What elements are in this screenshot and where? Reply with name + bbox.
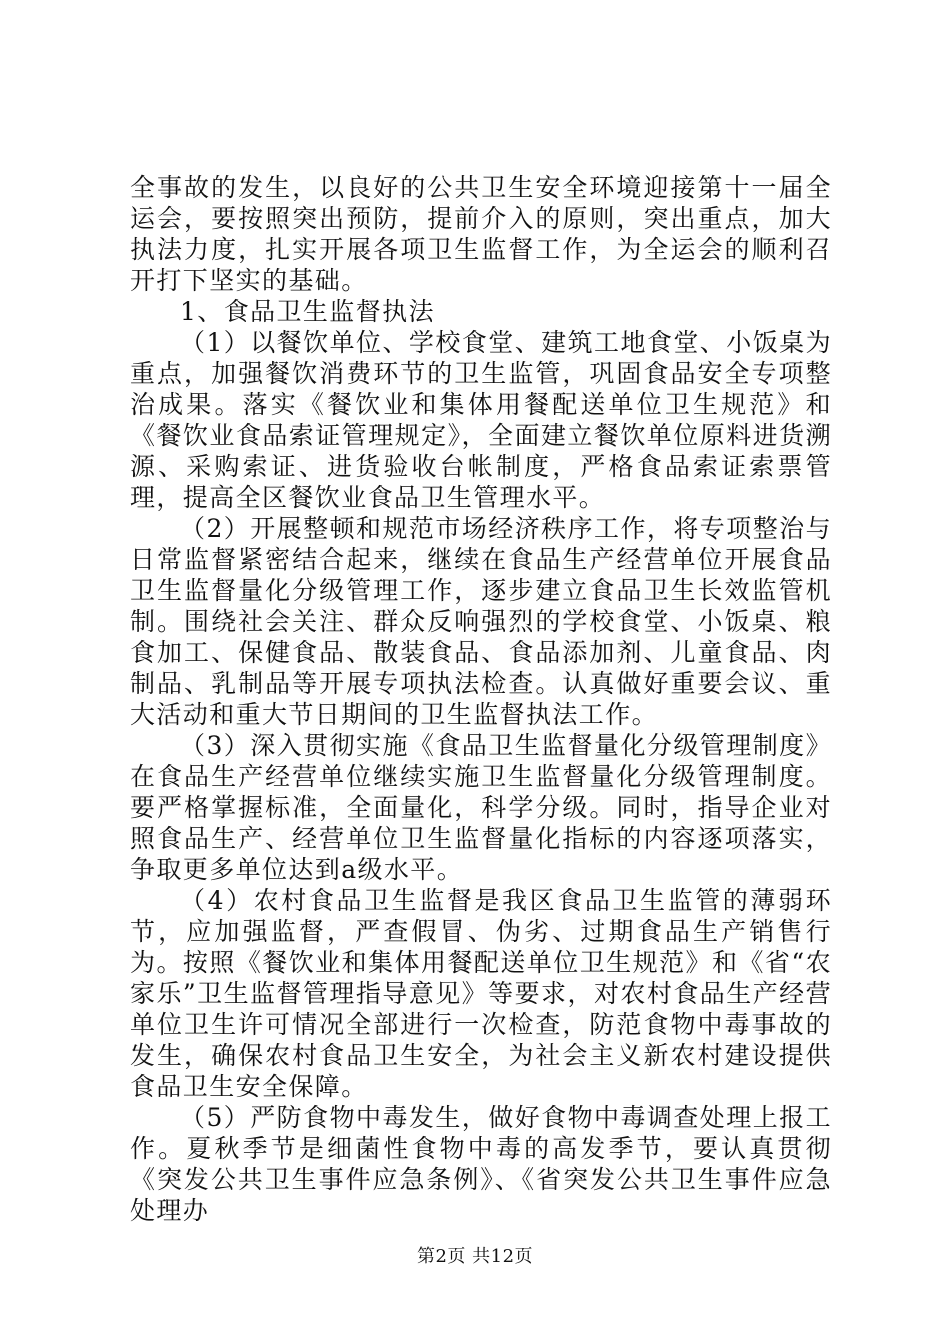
paragraph-intro-continuation: 全事故的发生，以良好的公共卫生安全环境迎接第十一届全运会，要按照突出预防，提前介入的原则，突出重点，加大执法力度，扎实开展各项卫生监督工作，为全运会的顺利召开打下坚实的基础。 [130,173,832,295]
paragraph-item-4: （4）农村食品卫生监督是我区食品卫生监管的薄弱环节，应加强监督，严查假冒、伪劣、过期食品生产销售行为。按照《餐饮业和集体用餐配送单位卫生规范》和《省“农家乐”卫生监督管理指导意见》等要求，对农村食品生产经营单位卫生许可情况全部进行一次检查，防范食物中毒事故的发生，确保农村食品卫生安全，为社会主义新农村建设提供食品卫生安全保障。 [130,886,832,1101]
page-number-footer: 第2页 共12页 [416,1246,534,1267]
paragraph-item-5: （5）严防食物中毒发生，做好食物中毒调查处理上报工作。夏秋季节是细菌性食物中毒的高发季节，要认真贯彻《突发公共卫生事件应急条例》、《省突发公共卫生事件应急处理办 [130,1103,832,1225]
section-heading-food-hygiene: 1、食品卫生监督执法 [180,297,435,326]
document-body [130,172,832,1226]
paragraph-item-2: （2）开展整顿和规范市场经济秩序工作，将专项整治与日常监督紧密结合起来，继续在食品生产经营单位开展食品卫生监督量化分级管理工作，逐步建立食品卫生长效监管机制。围绕社会关注、群众反响强烈的学校食堂、小饭桌、粮食加工、保健食品、散装食品、食品添加剂、儿童食品、肉制品、乳制品等开展专项执法检查。认真做好重要会议、重大活动和重大节日期间的卫生监督执法工作。 [130,514,832,729]
paragraph-item-1: （1）以餐饮单位、学校食堂、建筑工地食堂、小饭桌为重点，加强餐饮消费环节的卫生监管，巩固食品安全专项整治成果。落实《餐饮业和集体用餐配送单位卫生规范》和《餐饮业食品索证管理规定》，全面建立餐饮单位原料进货溯源、采购索证、进货验收台帐制度，严格食品索证索票管理，提高全区餐饮业食品卫生管理水平。 [130,328,832,512]
paragraph-item-3: （3）深入贯彻实施《食品卫生监督量化分级管理制度》在食品生产经营单位继续实施卫生监督量化分级管理制度。要严格掌握标准，全面量化，科学分级。同时，指导企业对照食品生产、经营单位卫生监督量化指标的内容逐项落实，争取更多单位达到a级水平。 [130,731,832,884]
